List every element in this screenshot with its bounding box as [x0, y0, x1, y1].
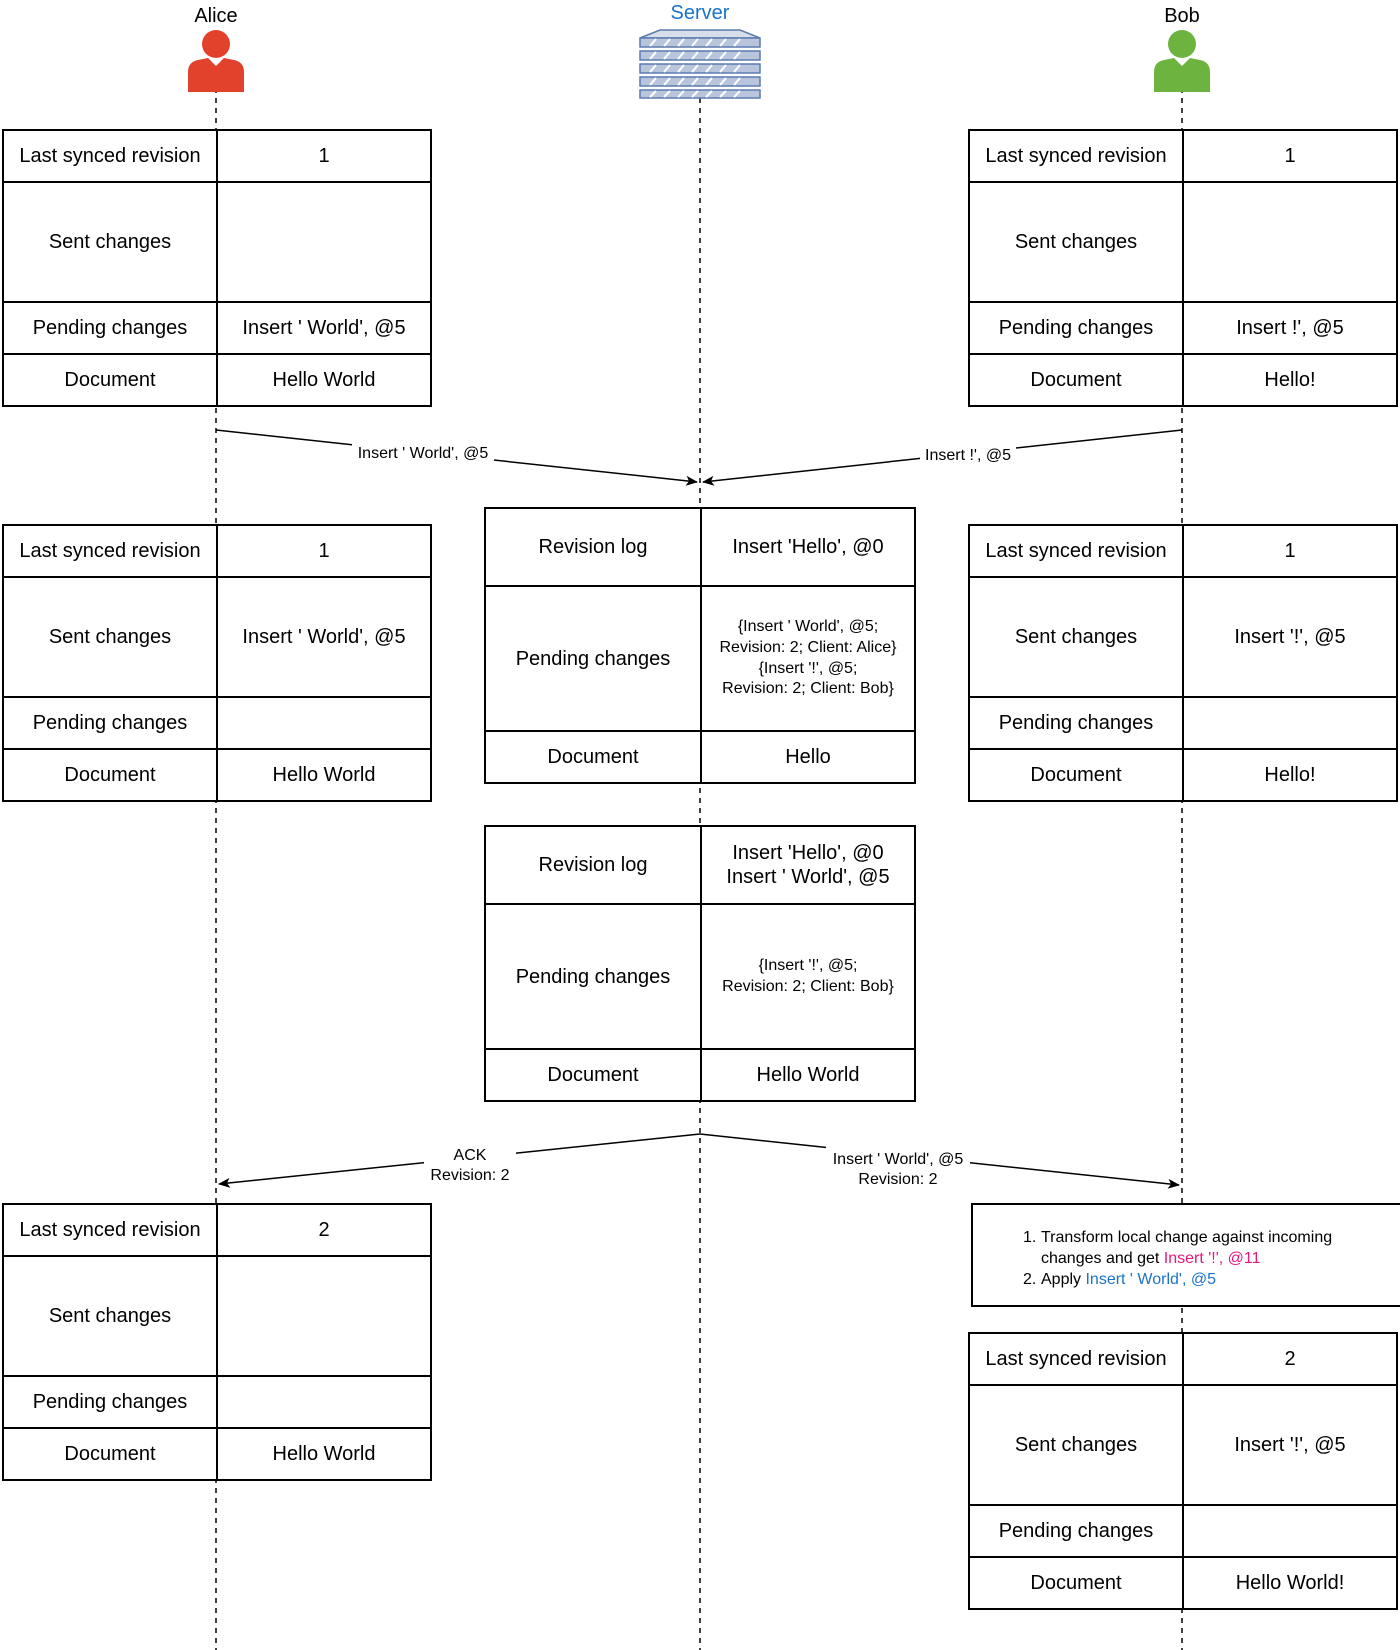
server-2-label-revision-log: Revision log [484, 825, 702, 905]
transform-step-2-highlight: Insert ' World', @5 [1085, 1271, 1217, 1288]
bob-3-label-revision: Last synced revision [968, 1332, 1184, 1386]
bob-3-label-pending: Pending changes [968, 1504, 1184, 1558]
bob-1-value-revision: 1 [1182, 129, 1398, 183]
transform-step-1-text: Transform local change against incoming changes and get [1041, 1229, 1333, 1267]
transform-step-2-text: Apply [1041, 1271, 1086, 1288]
bob-1-value-sent [1182, 181, 1398, 303]
alice-user-icon [188, 30, 244, 92]
transform-step-1 [1023, 1227, 1380, 1269]
bob-3-value-sent: Insert '!', @5 [1182, 1384, 1398, 1506]
bob-transform-note [971, 1203, 1400, 1307]
bob-3-value-revision: 2 [1182, 1332, 1398, 1386]
server-2-value-pending: {Insert '!', @5; Revision: 2; Client: Bob} [700, 903, 916, 1050]
alice-1-label-document: Document [2, 353, 218, 407]
alice-3-label-sent: Sent changes [2, 1255, 218, 1377]
transform-step-2-number: 2. [1023, 1271, 1037, 1288]
bob-1-label-sent: Sent changes [968, 181, 1184, 303]
alice-2-value-revision: 1 [216, 524, 432, 578]
alice-2-label-sent: Sent changes [2, 576, 218, 698]
server-rack-icon [640, 30, 760, 98]
server-1-value-revision-log: Insert 'Hello', @0 [700, 507, 916, 587]
alice-3-value-sent [216, 1255, 432, 1377]
bob-label: Bob [1164, 5, 1200, 27]
bob-2-value-pending [1182, 696, 1398, 750]
bob-3-value-document: Hello World! [1182, 1556, 1398, 1610]
alice-2-label-revision: Last synced revision [2, 524, 218, 578]
bob-3-value-pending [1182, 1504, 1398, 1558]
server-1-label-document: Document [484, 730, 702, 784]
alice-3-label-revision: Last synced revision [2, 1203, 218, 1257]
server-1-value-document: Hello [700, 730, 916, 784]
bob-1-value-document: Hello! [1182, 353, 1398, 407]
server-1-label-pending: Pending changes [484, 585, 702, 732]
alice-2-value-pending [216, 696, 432, 750]
server-1-label-revision-log: Revision log [484, 507, 702, 587]
ack-to-alice-label: ACK Revision: 2 [430, 1147, 510, 1184]
bob-2-label-revision: Last synced revision [968, 524, 1184, 578]
alice-label: Alice [194, 5, 238, 27]
bob-1-label-pending: Pending changes [968, 301, 1184, 355]
alice-2-label-pending: Pending changes [2, 696, 218, 750]
bob-1-label-document: Document [968, 353, 1184, 407]
server-2-value-revision-log: Insert 'Hello', @0 Insert ' World', @5 [700, 825, 916, 905]
server-2-label-document: Document [484, 1048, 702, 1102]
bob-transform-steps [1023, 1227, 1380, 1290]
alice-1-value-revision: 1 [216, 129, 432, 183]
server-label: Server [670, 2, 730, 24]
bob-2-label-pending: Pending changes [968, 696, 1184, 750]
alice-1-label-pending: Pending changes [2, 301, 218, 355]
server-to-bob-label: Insert ' World', @5 Revision: 2 [832, 1151, 964, 1188]
server-2-label-pending: Pending changes [484, 903, 702, 1050]
alice-1-label-revision: Last synced revision [2, 129, 218, 183]
alice-1-value-pending: Insert ' World', @5 [216, 301, 432, 355]
server-1-value-pending: {Insert ' World', @5; Revision: 2; Client: Alice} {Insert '!', @5; Revision: 2; Client: Bob} [700, 585, 916, 732]
alice-3-value-document: Hello World [216, 1427, 432, 1481]
alice-2-label-document: Document [2, 748, 218, 802]
transform-step-2 [1023, 1269, 1380, 1290]
bob-2-value-revision: 1 [1182, 524, 1398, 578]
alice-3-value-revision: 2 [216, 1203, 432, 1257]
alice-1-value-document: Hello World [216, 353, 432, 407]
bob-1-label-revision: Last synced revision [968, 129, 1184, 183]
bob-user-icon [1154, 30, 1210, 92]
bob-2-value-sent: Insert '!', @5 [1182, 576, 1398, 698]
alice-1-label-sent: Sent changes [2, 181, 218, 303]
alice-2-value-document: Hello World [216, 748, 432, 802]
bob-2-value-document: Hello! [1182, 748, 1398, 802]
alice-1-value-sent [216, 181, 432, 303]
bob-3-label-sent: Sent changes [968, 1384, 1184, 1506]
bob-2-label-sent: Sent changes [968, 576, 1184, 698]
alice-3-value-pending [216, 1375, 432, 1429]
bob-3-label-document: Document [968, 1556, 1184, 1610]
alice-3-label-pending: Pending changes [2, 1375, 218, 1429]
bob-2-label-document: Document [968, 748, 1184, 802]
bob-1-value-pending: Insert !', @5 [1182, 301, 1398, 355]
alice-to-server-label: Insert ' World', @5 [357, 445, 489, 462]
alice-3-label-document: Document [2, 1427, 218, 1481]
bob-to-server-label: Insert !', @5 [925, 447, 1011, 464]
server-2-value-document: Hello World [700, 1048, 916, 1102]
transform-step-1-highlight: Insert '!', @11 [1163, 1250, 1261, 1267]
transform-step-1-number: 1. [1023, 1229, 1037, 1246]
alice-2-value-sent: Insert ' World', @5 [216, 576, 432, 698]
